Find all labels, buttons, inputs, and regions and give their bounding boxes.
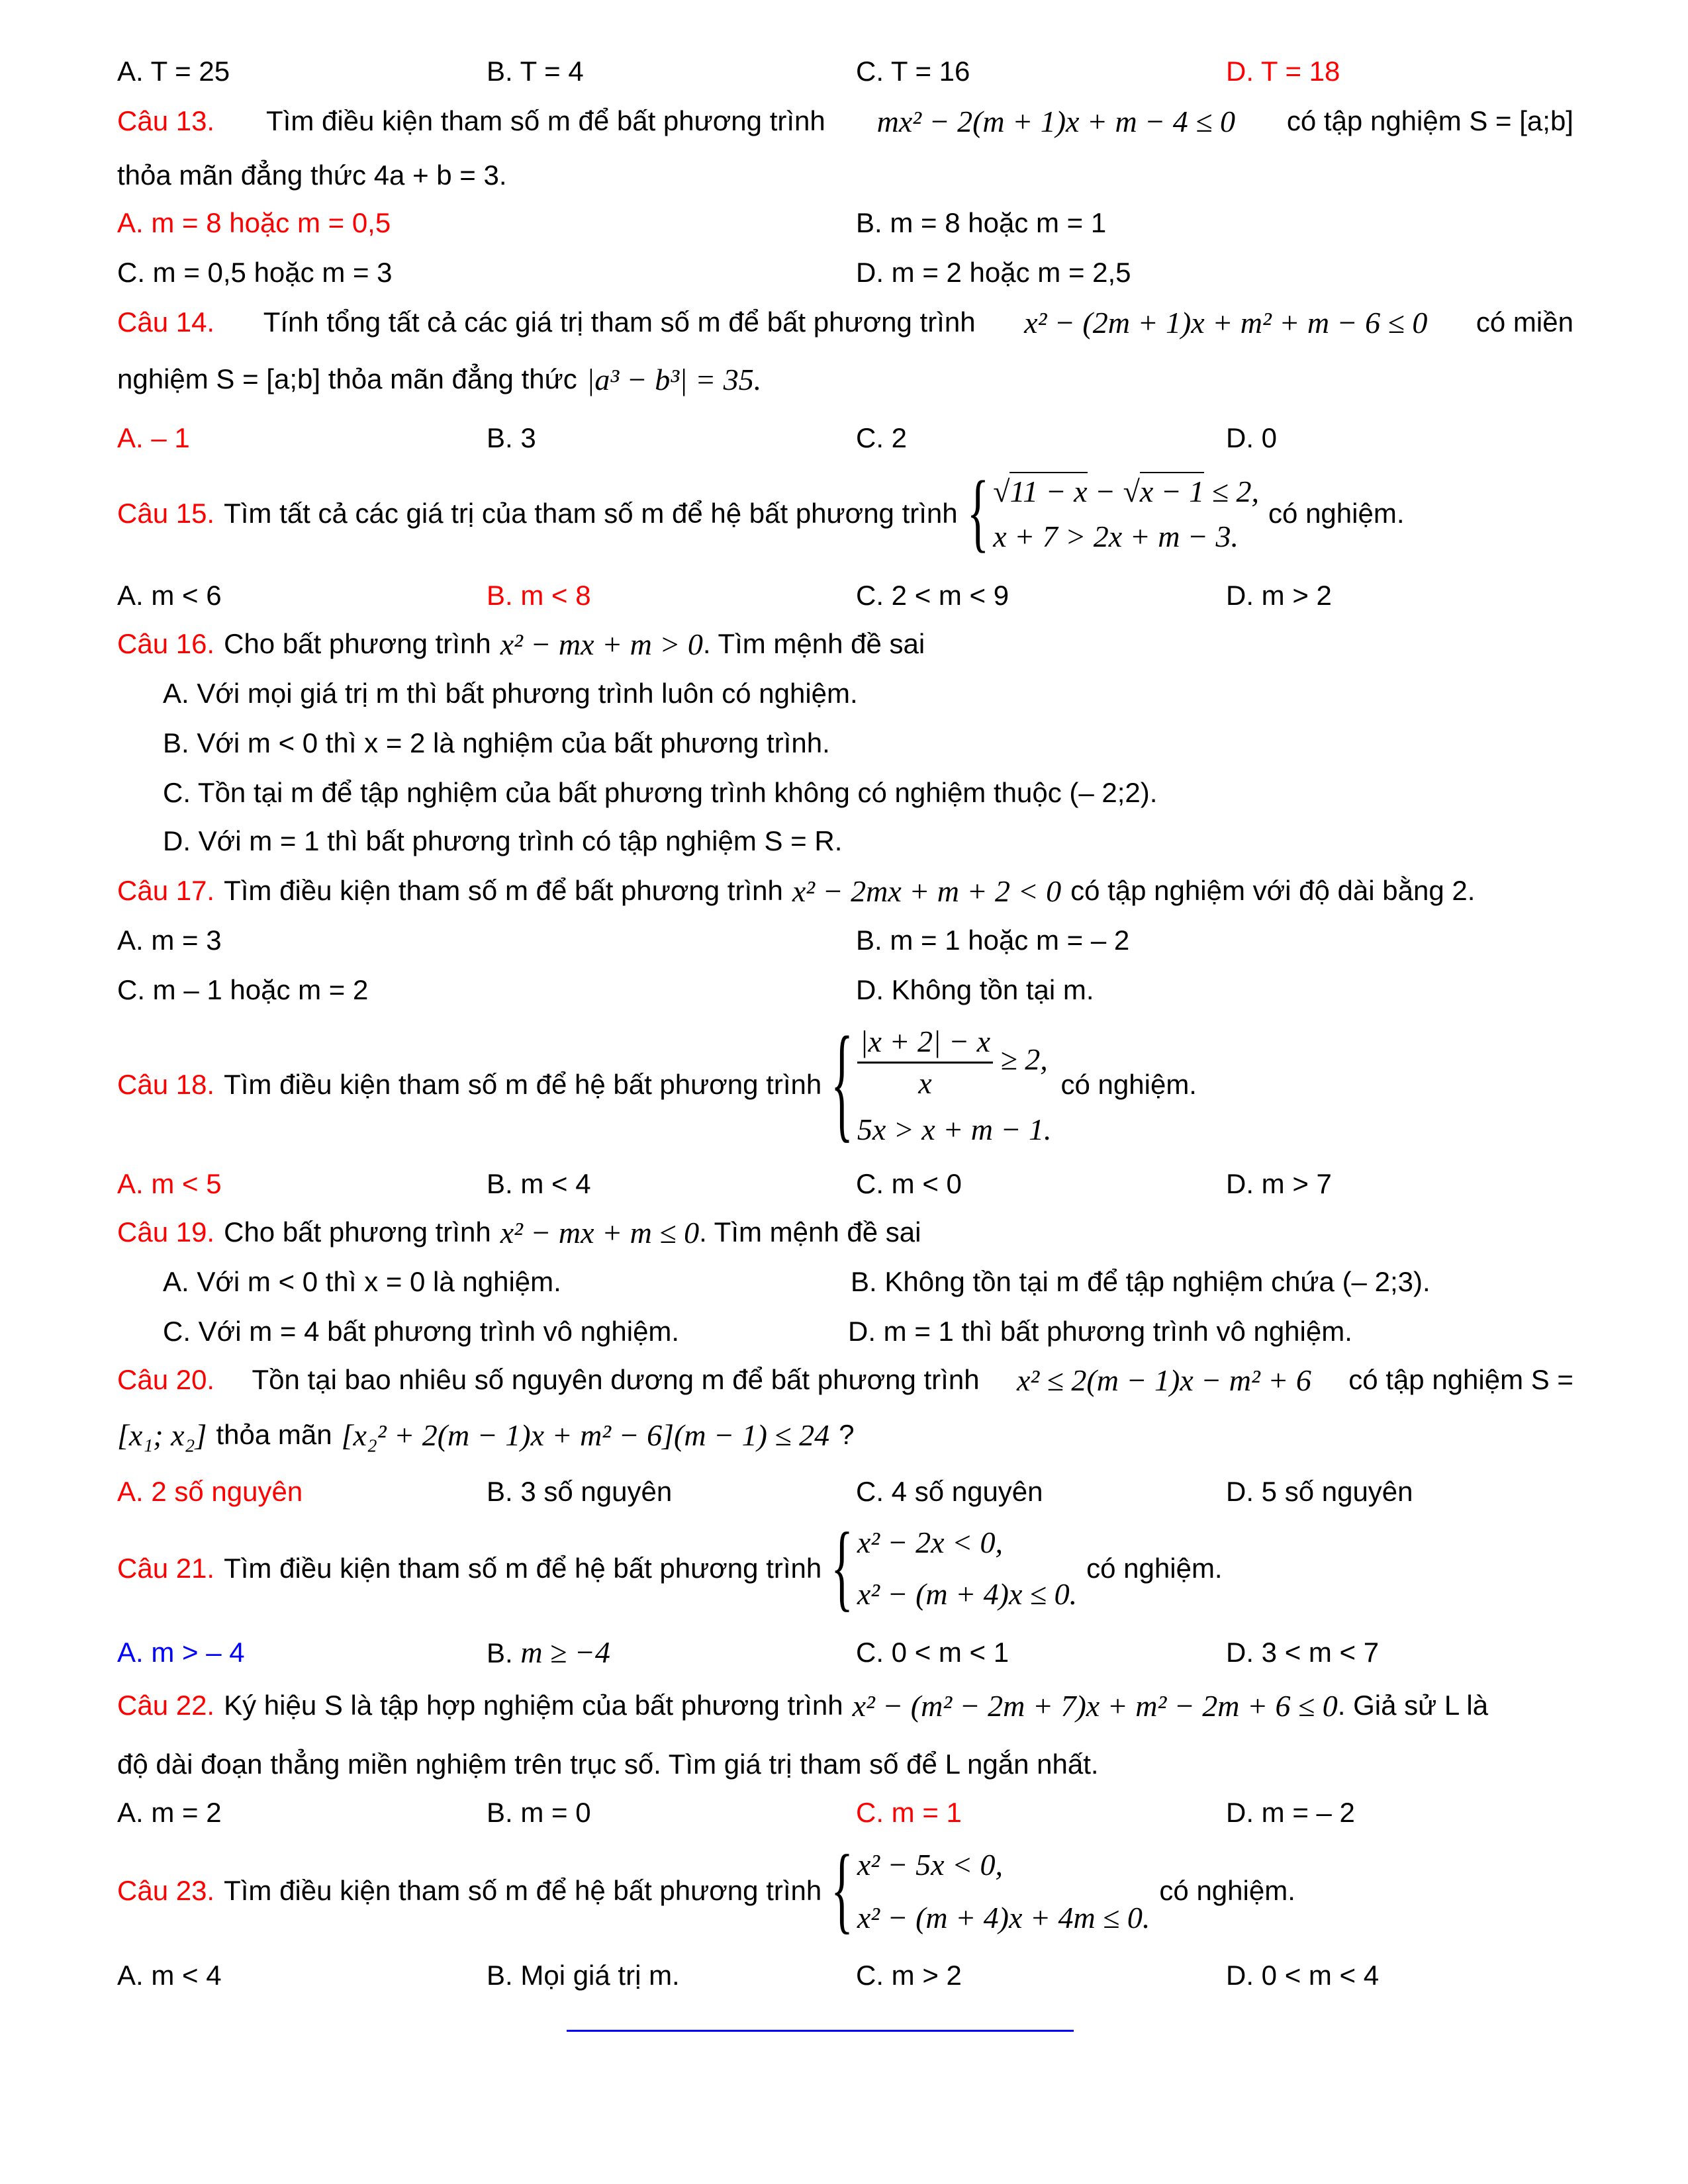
option-d: D. m = – 2 (1226, 1797, 1355, 1828)
question-text: Tìm điều kiện tham số m để hệ bất phương trình (224, 1552, 822, 1584)
fraction: $\frac{|x + 2| - x}{x}$ (857, 1022, 993, 1103)
inequality-system (831, 1012, 1052, 1155)
system-line-1: √11 − x − √x − 1 ≤ 2, (993, 474, 1259, 509)
option-a: A. m = 3 (117, 925, 222, 956)
question-19 (117, 1212, 921, 1252)
option-b: B. m < 4 (487, 1168, 591, 1199)
question-16 (117, 624, 925, 664)
option-d-answer: D. T = 18 (1226, 56, 1340, 87)
option-a: A. m < 6 (117, 580, 222, 611)
system-line-1: $\frac{|x + 2| - x}{x}$ ≥ 2, (857, 1022, 1052, 1103)
option-c: C. m – 1 hoặc m = 2 (117, 974, 369, 1005)
option-b: B. Với m < 0 thì x = 2 là nghiệm của bất phương trình. (163, 727, 830, 758)
question-text: có nghiệm. (1086, 1552, 1223, 1584)
inequality-system (831, 1838, 1150, 1944)
math-expression: |a³ − b³| = 35. (586, 362, 762, 396)
inequality-system (831, 1516, 1077, 1620)
option-d: D. 3 < m < 7 (1226, 1637, 1380, 1668)
option-a-answer: A. m < 5 (117, 1168, 222, 1199)
q13-options-1 (0, 203, 1688, 243)
question-text: Cho bất phương trình (224, 628, 491, 659)
question-text: Ký hiệu S là tập hợp nghiệm của bất phương trình (224, 1690, 843, 1721)
option-a: A. Với mọi giá trị m thì bất phương trình luôn có nghiệm. (163, 678, 858, 709)
question-22-line2 (117, 1745, 1099, 1784)
question-text: . Giả sử L là (1337, 1690, 1489, 1721)
option-a-answer: A. m > – 4 (117, 1637, 245, 1668)
question-text: thỏa mãn (216, 1419, 332, 1450)
question-text: . Tìm mệnh đề sai (702, 628, 925, 659)
option-c-answer: C. m = 1 (856, 1797, 962, 1828)
system-line-2: x + 7 > 2x + m − 3. (993, 519, 1239, 553)
brace-icon: { (966, 464, 990, 562)
question-text: Tìm điều kiện tham số m để hệ bất phương trình (224, 1068, 822, 1100)
q22-options (0, 1793, 1688, 1833)
question-label: Câu 16. (117, 628, 215, 659)
question-label: Câu 22. (117, 1690, 215, 1721)
option-b: B. m = 8 hoặc m = 1 (856, 207, 1107, 238)
question-13 (117, 101, 1573, 141)
option-a: A. Với m < 0 thì x = 0 là nghiệm. (163, 1266, 561, 1297)
math-expression: x² − (2m + 1)x + m² + m − 6 ≤ 0 (1024, 305, 1428, 340)
divider-line (567, 2030, 1074, 2032)
q14-options (0, 418, 1688, 458)
question-label: Câu 21. (117, 1552, 215, 1584)
question-18 (117, 1012, 1197, 1155)
option-b: B. m ≥ −4 (487, 1635, 610, 1669)
question-14-line2 (117, 359, 761, 399)
option-d: D. Không tồn tại m. (856, 974, 1094, 1005)
question-label: Câu 19. (117, 1216, 215, 1248)
question-text: Tồn tại bao nhiêu số nguyên dương m để bất phương trình (252, 1364, 980, 1395)
option-c: C. Tồn tại m để tập nghiệm của bất phương trình không có nghiệm thuộc (– 2;2). (163, 777, 1158, 808)
question-text: có miền (1476, 306, 1573, 338)
question-20-line2 (117, 1415, 855, 1455)
q17-options-2 (0, 970, 1688, 1010)
question-label: Câu 15. (117, 498, 215, 529)
question-label: Câu 17. (117, 875, 215, 906)
question-21 (117, 1516, 1223, 1620)
math-expression: mx² − 2(m + 1)x + m − 4 ≤ 0 (876, 104, 1235, 138)
q19-options-2 (0, 1312, 1688, 1351)
option-d: D. 0 (1226, 422, 1278, 453)
question-23 (117, 1838, 1295, 1944)
question-text: . Tìm mệnh đề sai (699, 1216, 921, 1248)
option-c: C. 0 < m < 1 (856, 1637, 1009, 1668)
option-b: B. m = 1 hoặc m = – 2 (856, 925, 1130, 956)
option-b: B. Mọi giá trị m. (487, 1960, 680, 1991)
question-text: độ dài đoạn thẳng miền nghiệm trên trục số. Tìm giá trị tham số để L ngắn nhất. (117, 1749, 1099, 1780)
option-b: B. 3 số nguyên (487, 1476, 673, 1507)
option-a-answer: A. m = 8 hoặc m = 0,5 (117, 207, 391, 238)
brace-icon: { (831, 1837, 853, 1944)
option-d: D. m > 7 (1226, 1168, 1332, 1199)
q12-options (0, 52, 1688, 91)
option-a-answer: A. 2 số nguyên (117, 1476, 303, 1507)
option-b: B. 3 (487, 422, 536, 453)
math-expression: x² − (m² − 2m + 7)x + m² − 2m + 6 ≤ 0 (852, 1688, 1338, 1723)
option-b: B. T = 4 (487, 56, 584, 87)
option-a: A. m < 4 (117, 1960, 222, 1991)
question-22 (117, 1686, 1488, 1725)
q13-options-2 (0, 253, 1688, 293)
math-expression: x² ≤ 2(m − 1)x − m² + 6 (1016, 1363, 1311, 1397)
option-c: C. Với m = 4 bất phương trình vô nghiệm. (163, 1316, 680, 1347)
system-line-2: 5x > x + m − 1. (857, 1113, 1052, 1147)
option-d: D. Với m = 1 thì bất phương trình có tập nghiệm S = R. (163, 825, 843, 856)
question-label: Câu 14. (117, 306, 215, 338)
option-a-answer: A. – 1 (117, 422, 190, 453)
option-b-answer: B. m < 8 (487, 580, 591, 611)
brace-icon: { (831, 1012, 853, 1155)
question-text: có tập nghiệm S = (1348, 1364, 1573, 1395)
system-line-2: x² − (m + 4)x ≤ 0. (857, 1577, 1078, 1612)
question-15 (117, 464, 1405, 562)
question-label: Câu 23. (117, 1875, 215, 1906)
option-d: D. 0 < m < 4 (1226, 1960, 1380, 1991)
question-text: thỏa mãn đẳng thức 4a + b = 3. (117, 159, 507, 191)
option-b: B. Không tồn tại m để tập nghiệm chứa (– 2;3). (851, 1266, 1430, 1297)
option-d: D. 5 số nguyên (1226, 1476, 1413, 1507)
system-line-1: x² − 5x < 0, (857, 1847, 1004, 1882)
question-13-line2 (117, 156, 507, 195)
question-text: có tập nghiệm S = [a;b] (1286, 105, 1573, 136)
option-c: C. m < 0 (856, 1168, 962, 1199)
q18-options (0, 1164, 1688, 1204)
q15-options (0, 576, 1688, 615)
question-label: Câu 20. (117, 1364, 215, 1395)
option-c: C. 2 (856, 422, 908, 453)
question-label: Câu 13. (117, 105, 215, 136)
question-17 (117, 871, 1475, 911)
q20-options (0, 1472, 1688, 1512)
option-c: C. m > 2 (856, 1960, 962, 1991)
option-c: C. m = 0,5 hoặc m = 3 (117, 257, 393, 288)
inequality-system (966, 464, 1260, 562)
option-d: D. m > 2 (1226, 580, 1332, 611)
question-text: ? (839, 1419, 855, 1450)
question-text: nghiệm S = [a;b] thỏa mãn đẳng thức (117, 363, 577, 394)
question-text: có nghiệm. (1159, 1875, 1295, 1906)
option-c: C. T = 16 (856, 56, 970, 87)
question-14 (117, 302, 1573, 342)
question-text: có tập nghiệm với độ dài bằng 2. (1070, 875, 1476, 906)
question-text: Tính tổng tất cả các giá trị tham số m để bất phương trình (263, 306, 976, 338)
math-expression: [x₁; x₂] (117, 1418, 207, 1452)
option-a: A. m = 2 (117, 1797, 222, 1828)
question-text: Cho bất phương trình (224, 1216, 491, 1248)
math-expression: [x₂² + 2(m − 1)x + m² − 6](m − 1) ≤ 24 (341, 1418, 830, 1452)
question-text: Tìm điều kiện tham số m để bất phương trình (224, 875, 783, 906)
question-text: Tìm điều kiện tham số m để bất phương trình (266, 105, 825, 136)
question-text: có nghiệm. (1060, 1068, 1197, 1100)
option-c: C. 2 < m < 9 (856, 580, 1009, 611)
option-c: C. 4 số nguyên (856, 1476, 1043, 1507)
question-text: có nghiệm. (1268, 498, 1405, 529)
math-expression: x² − 2mx + m + 2 < 0 (792, 874, 1062, 908)
question-20 (117, 1360, 1573, 1400)
q19-options-1 (0, 1262, 1688, 1302)
option-b: B. m = 0 (487, 1797, 591, 1828)
question-text: Tìm điều kiện tham số m để hệ bất phương trình (224, 1875, 822, 1906)
system-line-2: x² − (m + 4)x + 4m ≤ 0. (857, 1900, 1150, 1934)
system-line-1: x² − 2x < 0, (857, 1525, 1004, 1559)
brace-icon: { (831, 1514, 853, 1621)
question-label: Câu 18. (117, 1068, 215, 1100)
math-expression: x² − mx + m > 0 (500, 627, 703, 661)
q17-options-1 (0, 921, 1688, 960)
option-d: D. m = 2 hoặc m = 2,5 (856, 257, 1131, 288)
option-a: A. T = 25 (117, 56, 230, 87)
math-expression: x² − mx + m ≤ 0 (500, 1215, 700, 1250)
question-text: Tìm tất cả các giá trị của tham số m để hệ bất phương trình (224, 498, 958, 529)
q21-options (0, 1633, 1688, 1672)
option-d: D. m = 1 thì bất phương trình vô nghiệm. (848, 1316, 1352, 1347)
q23-options (0, 1956, 1688, 1995)
